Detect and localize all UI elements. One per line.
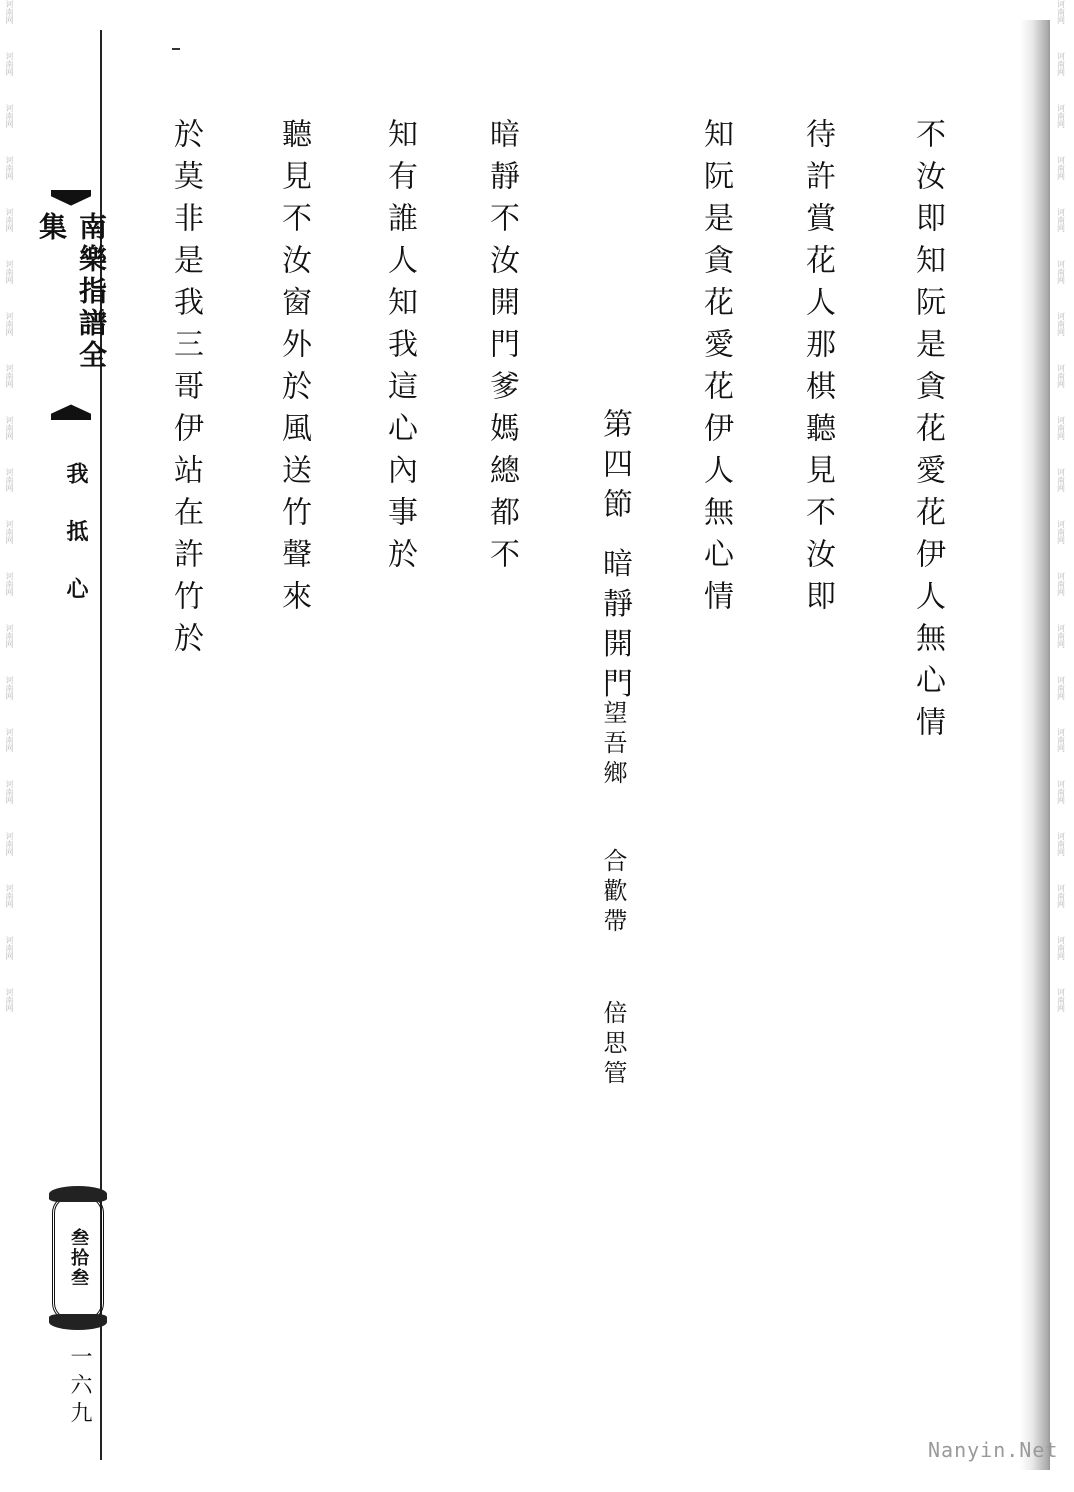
print-mark <box>172 48 180 50</box>
page-number: 一六九 <box>67 1345 92 1429</box>
lyric-column-7 <box>276 118 310 1408</box>
bracket-bottom-icon <box>51 404 91 420</box>
mode-name: 合歡帶 <box>599 848 627 938</box>
lyric-column-5 <box>484 118 518 1408</box>
lyric-column-2 <box>800 118 834 1408</box>
lyric-column-8 <box>168 118 202 1408</box>
volume-number: 叁拾叁 <box>68 1228 89 1288</box>
lyric-text: 知阮是貪花愛花伊人無心情 <box>698 118 733 622</box>
site-watermark: Nanyin.Net <box>928 1438 1059 1462</box>
lyric-column-1 <box>910 118 944 1408</box>
lyric-text: 待許賞花人那棋聽見不汝即 <box>800 118 835 622</box>
watermark-strip-left: 诃南网 诃南网 诃南网 诃南网 诃南网 诃南网 诃南网 诃南网 诃南网 诃南网 诃南网 诃南网 诃南网 诃南网 诃南网 诃南网 诃南网 诃南网 诃南网 诃南网 <box>5 0 14 1012</box>
beat-name: 倍思管 <box>599 1000 627 1090</box>
volume-badge <box>52 1195 104 1321</box>
lyric-column-3 <box>698 118 732 1408</box>
piece-name: 我 抵 心 <box>63 462 88 614</box>
lyric-text: 知有誰人知我這心內事於 <box>382 118 417 580</box>
lyric-column-6 <box>382 118 416 1408</box>
watermark-strip-right: 诃南网 诃南网 诃南网 诃南网 诃南网 诃南网 诃南网 诃南网 诃南网 诃南网 诃南网 诃南网 诃南网 诃南网 诃南网 诃南网 诃南网 诃南网 诃南网 诃南网 <box>1056 0 1066 1012</box>
lyric-text: 聽見不汝窗外於風送竹聲來 <box>276 118 311 622</box>
lyric-text: 不汝即知阮是貪花愛花伊人無心情 <box>910 118 945 748</box>
book-title-block <box>35 190 108 420</box>
bracket-top-icon <box>51 190 91 206</box>
binding-shadow <box>1020 20 1050 1470</box>
book-title: 南樂指譜全集 <box>35 211 108 372</box>
lyric-text: 暗靜不汝開門爹媽總都不 <box>484 118 519 580</box>
lyric-text: 於莫非是我三哥伊站在許竹於 <box>168 118 203 664</box>
tune-name: 望吾鄉 <box>599 700 627 790</box>
section-heading-title: 第四節 暗靜開門 <box>597 408 632 708</box>
